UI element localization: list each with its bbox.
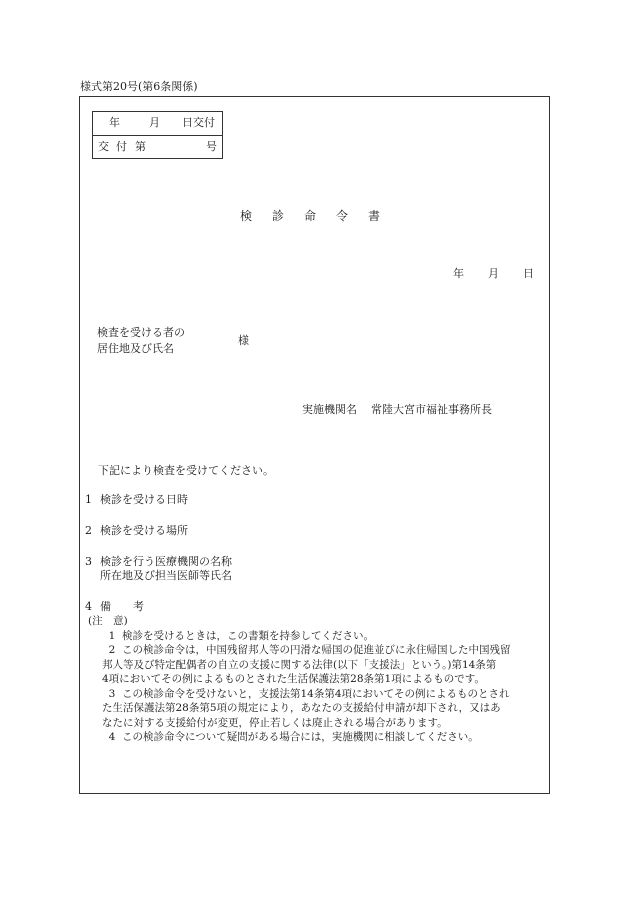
note-item xyxy=(88,730,546,745)
item-3-label-line1: 検診を行う医療機関の名称 xyxy=(100,555,232,568)
note-2-number: 2 xyxy=(108,644,116,656)
note-item xyxy=(88,687,546,731)
note-item xyxy=(88,643,546,687)
note-2-line2: 邦人等及び特定配偶者の自立の支援に関する法律(以下「支援法」という。)第14条第 xyxy=(102,658,497,671)
issue-date-row xyxy=(93,112,222,136)
note-2-line1 xyxy=(102,643,546,658)
issue-ko-label: 交 xyxy=(98,140,109,153)
note-1-number: 1 xyxy=(108,629,116,642)
issue-stamp-box xyxy=(92,111,223,159)
date-year-label: 年 xyxy=(453,267,464,280)
lead-text: 下記により検査を受けてください。 xyxy=(98,464,274,477)
item-1-number: 1 xyxy=(85,493,92,506)
issue-month-label: 月 xyxy=(149,116,160,129)
date-day-label: 日 xyxy=(523,267,534,280)
document-frame xyxy=(79,96,550,794)
date-month-label: 月 xyxy=(488,267,499,280)
note-2-text-1: この検診命令は，中国残留邦人等の円滑な帰国の促進並びに永住帰国した中国残留 xyxy=(122,644,511,656)
item-4-label: 備 考 xyxy=(100,600,144,613)
issuer-name: 常陸大宮市福祉事務所長 xyxy=(371,403,492,416)
note-1-text: 検診を受けるときは，この書類を持参してください。 xyxy=(122,629,374,642)
item-4-number: 4 xyxy=(85,600,92,613)
form-number-label: 様式第20号(第6条関係) xyxy=(80,80,198,93)
recipient-honorific: 様 xyxy=(238,334,249,347)
item-3-label-line2: 所在地及び担当医師等氏名 xyxy=(100,569,232,582)
note-4-text: この検診命令について疑問がある場合には，実施機関に相談してください。 xyxy=(122,731,479,743)
document-title: 検診命令書 xyxy=(240,209,401,223)
note-2-line3: 4項においてその例によるものとされた生活保護法第28条第1項によるものです。 xyxy=(102,673,485,685)
recipient-label-line1: 検査を受ける者の xyxy=(97,326,185,339)
issue-dai-label: 第 xyxy=(135,140,146,153)
note-1-line1 xyxy=(102,629,546,644)
issuer-label: 実施機関名 xyxy=(302,403,357,416)
note-4-line1 xyxy=(102,730,546,745)
issue-go-label: 号 xyxy=(206,140,217,153)
item-2-label: 検診を受ける場所 xyxy=(100,524,188,537)
issue-day-label: 日交付 xyxy=(182,116,215,129)
notes-heading: (注 意) xyxy=(88,615,128,627)
note-item xyxy=(88,629,546,644)
recipient-label-line2: 居住地及び氏名 xyxy=(97,342,174,355)
note-4-number: 4 xyxy=(108,731,116,743)
note-3-line3: なたに対する支援給付が変更，停止若しくは廃止される場合があります。 xyxy=(102,716,448,729)
item-1-label: 検診を受ける日時 xyxy=(100,493,188,506)
note-3-text-1: この検診命令を受けないと，支援法第14条第4項においてその例によるものとされ xyxy=(122,687,510,700)
note-3-line2: た生活保護法第28条第5項の規定により，あなたの支援給付申請が却下され，又はあ xyxy=(102,702,501,714)
notes-section xyxy=(88,614,546,745)
item-3-number: 3 xyxy=(85,555,92,568)
issue-year-label: 年 xyxy=(109,116,120,129)
note-3-number: 3 xyxy=(108,687,116,700)
note-3-line1 xyxy=(102,687,546,702)
item-2-number: 2 xyxy=(85,524,92,537)
issue-fu-label: 付 xyxy=(116,140,127,153)
issue-number-row xyxy=(93,136,222,159)
